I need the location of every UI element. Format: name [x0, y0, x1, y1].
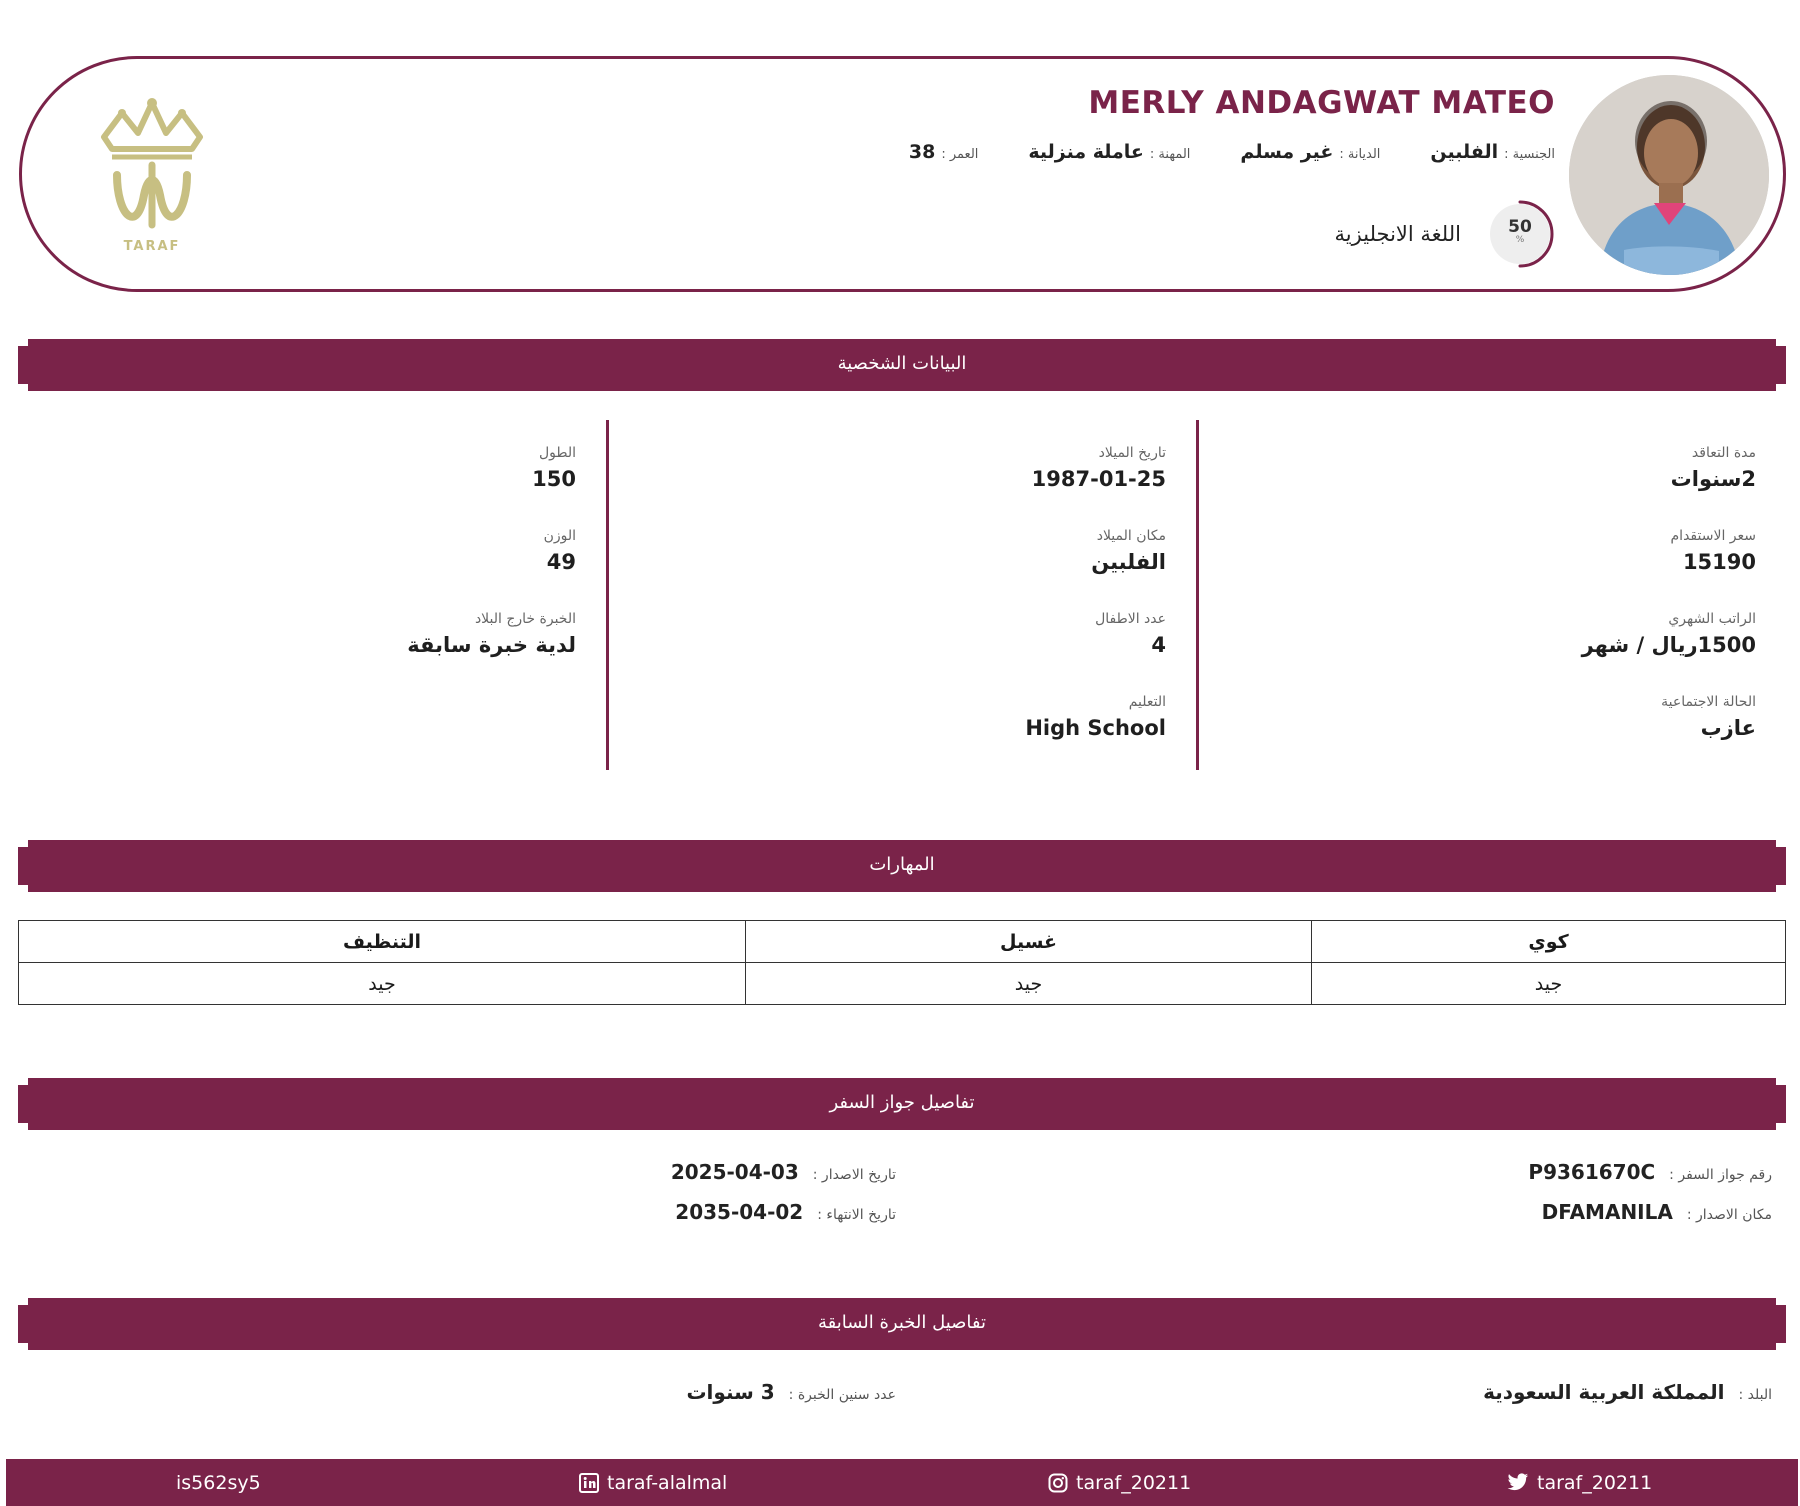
- experience-years-row: [686, 1380, 896, 1404]
- height-label: الطول: [538, 445, 576, 461]
- monthly-salary-field: [1216, 586, 1756, 669]
- monthly-salary-label: الراتب الشهري: [1668, 611, 1756, 627]
- experience-country-label: البلد :: [1738, 1387, 1772, 1403]
- personal-details: [18, 420, 1786, 770]
- profile-header-card: [19, 56, 1786, 292]
- candidate-meta-row: [859, 141, 1555, 163]
- religion-label: الديانة :: [1339, 147, 1381, 162]
- personal-column-birth: [626, 420, 1166, 770]
- profession-item: [1028, 141, 1190, 163]
- experience-abroad-field: [36, 586, 576, 669]
- age-value: 38: [908, 141, 936, 163]
- skill-level-cleaning: جيد: [19, 963, 746, 1005]
- candidate-name: MERLY ANDAGWAT MATEO: [1088, 85, 1555, 121]
- instagram-icon: [1048, 1473, 1068, 1493]
- instagram-handle: taraf_20211: [1076, 1471, 1192, 1494]
- language-label: اللغة الانجليزية: [1334, 222, 1461, 246]
- marital-status-field: [1216, 669, 1756, 752]
- education-field: [626, 669, 1166, 752]
- profession-label: المهنة :: [1149, 147, 1191, 162]
- section-banner-passport: [18, 1078, 1786, 1130]
- footer-twitter-link[interactable]: [1507, 1459, 1652, 1506]
- section-title-skills: المهارات: [869, 854, 935, 875]
- age-item: [909, 141, 979, 163]
- children-label: عدد الاطفال: [1095, 611, 1166, 627]
- skill-name-washing: غسيل: [746, 921, 1312, 963]
- footer-instagram-link[interactable]: [1048, 1459, 1191, 1506]
- contract-duration-label: مدة التعاقد: [1691, 445, 1756, 461]
- birth-place-label: مكان الميلاد: [1096, 528, 1166, 544]
- skill-level-washing: جيد: [746, 963, 1312, 1005]
- twitter-icon: [1507, 1473, 1529, 1492]
- column-divider: [606, 420, 609, 770]
- section-title-experience: تفاصيل الخبرة السابقة: [817, 1312, 987, 1333]
- issue-place-row: [1542, 1200, 1772, 1224]
- linkedin-handle: taraf-alalmal: [607, 1471, 728, 1494]
- section-title-passport: تفاصيل جواز السفر: [829, 1092, 975, 1113]
- issue-date-row: [671, 1160, 896, 1184]
- candidate-photo: [1569, 75, 1769, 275]
- weight-field: [36, 503, 576, 586]
- recruitment-price-value: 15190: [1682, 550, 1756, 574]
- twitter-handle: taraf_20211: [1537, 1471, 1653, 1494]
- monthly-salary-value: 1500ريال / شهر: [1581, 633, 1756, 657]
- footer-code: [176, 1459, 261, 1506]
- expiry-date-value: 2035-04-02: [675, 1200, 804, 1224]
- skills-table: [18, 920, 1786, 1005]
- religion-value: غير مسلم: [1240, 141, 1334, 163]
- column-divider: [1196, 420, 1199, 770]
- contract-duration-field: [1216, 420, 1756, 503]
- experience-years-label: عدد سنين الخبرة :: [788, 1387, 896, 1403]
- contract-duration-value: 2سنوات: [1670, 467, 1756, 491]
- passport-number-label: رقم جواز السفر :: [1669, 1167, 1772, 1183]
- weight-value: 49: [546, 550, 576, 574]
- issue-place-value: DFAMANILA: [1541, 1200, 1673, 1224]
- contact-footer: [6, 1459, 1798, 1506]
- language-skill-row: [1335, 199, 1555, 269]
- height-value: 150: [532, 467, 576, 491]
- linkedin-icon: [579, 1473, 599, 1493]
- recruitment-price-field: [1216, 503, 1756, 586]
- nationality-label: الجنسية :: [1504, 147, 1555, 162]
- weight-label: الوزن: [543, 528, 576, 544]
- experience-abroad-label: الخبرة خارج البلاد: [474, 611, 576, 627]
- expiry-date-label: تاريخ الانتهاء :: [817, 1207, 896, 1223]
- section-banner-personal: [18, 339, 1786, 391]
- issue-date-value: 2025-04-03: [670, 1160, 799, 1184]
- nationality-value: الفلبين: [1430, 141, 1499, 163]
- language-progress-ring: [1485, 199, 1555, 269]
- section-title-personal: البيانات الشخصية: [837, 353, 967, 374]
- experience-country-value: المملكة العربية السعودية: [1483, 1380, 1725, 1404]
- marital-status-value: عازب: [1700, 716, 1756, 740]
- issue-place-label: مكان الاصدار :: [1686, 1207, 1772, 1223]
- children-field: [626, 586, 1166, 669]
- language-progress-value: [1490, 204, 1550, 264]
- personal-column-physical: [36, 420, 576, 770]
- taraf-logo: [82, 95, 222, 255]
- experience-abroad-value: لدية خبرة سابقة: [407, 633, 576, 657]
- children-value: 4: [1151, 633, 1166, 657]
- personal-column-contract: [1216, 420, 1756, 770]
- profession-value: عاملة منزلية: [1028, 141, 1144, 163]
- footer-code-text: is562sy5: [176, 1471, 261, 1494]
- birth-date-label: تاريخ الميلاد: [1098, 445, 1166, 461]
- language-percent-sign: %: [1515, 235, 1525, 245]
- expiry-date-row: [675, 1200, 896, 1224]
- passport-number-row: [1528, 1160, 1772, 1184]
- language-percent-number: 50: [1508, 217, 1532, 237]
- skill-name-ironing: كوي: [1312, 921, 1786, 963]
- marital-status-label: الحالة الاجتماعية: [1661, 694, 1756, 710]
- birth-date-value: 1987-01-25: [1031, 467, 1166, 491]
- skill-level-ironing: جيد: [1312, 963, 1786, 1005]
- education-value: High School: [1025, 716, 1166, 740]
- passport-number-value: P9361670C: [1528, 1160, 1656, 1184]
- nationality-item: [1430, 141, 1555, 163]
- age-label: العمر :: [941, 147, 979, 162]
- birth-date-field: [626, 420, 1166, 503]
- skill-name-cleaning: التنظيف: [19, 921, 746, 963]
- recruitment-price-label: سعر الاستقدام: [1670, 528, 1756, 544]
- religion-item: [1240, 141, 1380, 163]
- issue-date-label: تاريخ الاصدار :: [812, 1167, 896, 1183]
- logo-wordmark: TARAF: [123, 239, 181, 254]
- height-field: [36, 420, 576, 503]
- experience-years-value: 3 سنوات: [686, 1380, 775, 1404]
- skills-level-row: [19, 963, 1786, 1005]
- birth-place-field: [626, 503, 1166, 586]
- birth-place-value: الفلبين: [1091, 550, 1166, 574]
- education-label: التعليم: [1128, 694, 1166, 710]
- skills-header-row: [19, 921, 1786, 963]
- footer-linkedin-link[interactable]: [579, 1459, 727, 1506]
- section-banner-experience: [18, 1298, 1786, 1350]
- section-banner-skills: [18, 840, 1786, 892]
- experience-country-row: [1483, 1380, 1772, 1404]
